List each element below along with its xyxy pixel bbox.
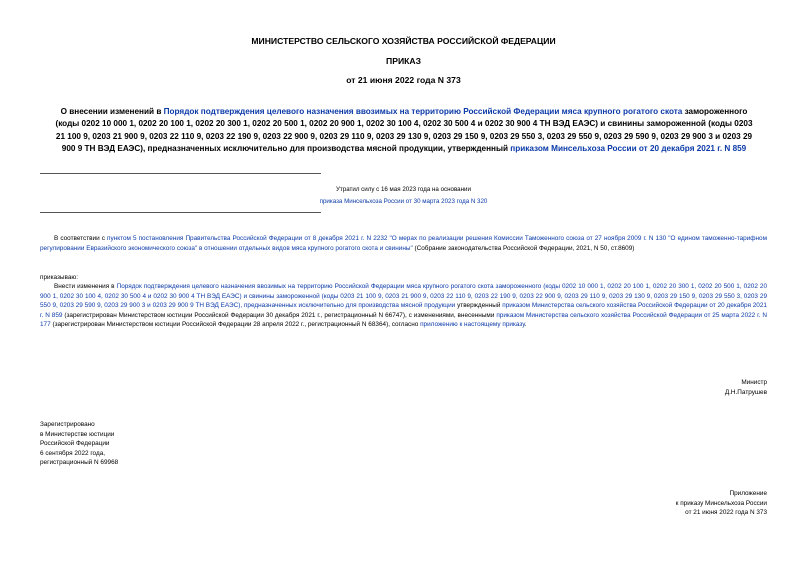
preamble-paragraph: В соответствии с пунктом 5 постановления Правительства Российской Федерации от 8 декабря 2021 г. N 2232 "О мерах по реализации решения Комиссии Таможенного союза от 27 ноября 2009 г. N 130 "О едином таможенно-тарифном регулировании Евразийского экономического союза" в отношении отдельных видов мяса крупного рогатого скота и свинины" (Собрание законодательства Российской Федерации, 2021, N 50, ст.8609) <box>40 235 767 252</box>
bottom-divider <box>40 212 321 213</box>
appendix-link[interactable]: приложению к настоящему приказу <box>420 321 525 329</box>
main-order-859-link[interactable]: приказом Министерства сельского хозяйства Российской Федерации от 20 декабря 2021 г. N 859 <box>40 302 767 319</box>
document-date-number: от 21 июня 2022 года N 373 <box>346 75 461 85</box>
lost-force-note: Утратил силу с 16 мая 2023 года на основании приказа Минсельхоза России от 30 марта 2023 года N 320 <box>280 184 527 208</box>
appendix-note: Приложение к приказу Минсельхоза России от 21 июня 2022 года N 373 <box>675 490 767 517</box>
registration-block: Зарегистрировано в Министерстве юстиции Российской Федерации 6 сентября 2022 года, регистрационный N 69968 <box>40 421 119 467</box>
order-word: приказываю: <box>40 274 78 281</box>
title-order-link[interactable]: приказом Минсельхоза России от 20 декабря 2021 г. N 859 <box>510 143 747 153</box>
title-procedure-link[interactable]: Порядок подтверждения целевого назначения ввозимых на территорию Российской Федерации мяса крупного рогатого скота <box>163 107 683 116</box>
top-divider <box>40 173 321 174</box>
lost-force-order-link[interactable]: приказа Минсельхоза России от 30 марта 2023 года N 320 <box>319 198 488 205</box>
main-procedure-link[interactable]: Порядок подтверждения целевого назначения ввозимых на территорию Российской Федерации мяса крупного рогатого скота замороженного (коды 0202 10 000 1, 0202 20 100 1, 0202 20 300 1, 0202 20 500 1, 0202 20 900 1, 0202 30 100 4, 0202 30 500 4 и 0202 30 900 4 ТН ВЭД ЕАЭС) и свинины замороженной (коды 0203 21 100 9, 0203 21 900 9, 0203 22 110 9, 0203 22 190 9, 0203 22 900 9, 0203 29 110 9, 0203 29 130 9, 0203 29 150 9, 0203 29 550 3, 0203 29 550 9, 0203 29 590 9, 0203 29 900 3 и 0203 29 900 9 ТН ВЭД ЕАЭС), предназначенных исключительно для производства мясной продукции <box>40 283 768 310</box>
signature-position: Министр <box>741 379 767 386</box>
preamble-point-link[interactable]: пунктом 5 постановления Правительства Российской Федерации от 8 декабря 2021 г. N 2232 "О мерах по реализации решения Комиссии Таможенного союза от 27 ноября 2009 г. N 130 "О едином таможенно-тарифном регулировании Евразийского экономического союза" в отношении отдельных видов мяса крупного рогатого скота и свинины" <box>40 235 767 252</box>
main-paragraph: Внести изменения в Порядок подтверждения целевого назначения ввозимых на территорию Российской Федерации мяса крупного рогатого скота замороженного (коды 0202 10 000 1, 0202 20 100 1, 0202 20 300 1, 0202 20 500 1, 0202 20 900 1, 0202 30 100 4, 0202 30 500 4 и 0202 30 900 4 ТН ВЭД ЕАЭС) и свинины замороженной (коды 0203 21 100 9, 0203 21 900 9, 0203 22 110 9, 0203 22 190 9, 0203 22 900 9, 0203 29 110 9, 0203 29 130 9, 0203 29 150 9, 0203 29 550 3, 0203 29 550 9, 0203 29 590 9, 0203 29 900 3 и 0203 29 900 9 ТН ВЭД ЕАЭС), предназначенных исключительно для производства мясной продукции утвержденный приказом Министерства сельского хозяйства Российской Федерации от 20 декабря 2021 г. N 859 (зарегистрирован Министерством юстиции Российской Федерации 30 декабря 2021 г., регистрационный N 66747), с изменениями, внесенными приказом Министерства сельского хозяйства Российской Федерации от 25 марта 2022 г. N 177 (зарегистрирован Министерством юстиции Российской Федерации 28 апреля 2022 г., регистрационный N 68364), согласно приложению к настоящему приказу. <box>40 283 768 329</box>
ministry-heading: МИНИСТЕРСТВО СЕЛЬСКОГО ХОЗЯЙСТВА РОССИЙСКОЙ ФЕДЕРАЦИИ <box>251 36 556 46</box>
document-type: ПРИКАЗ <box>386 56 421 66</box>
document-title: О внесении изменений в Порядок подтверждения целевого назначения ввозимых на территорию Российской Федерации мяса крупного рогатого скота замороженного (коды 0202 10 000 1, 0202 20 100 1, 0202 20 300 1, 0202 20 500 1, 0202 20 900 1, 0202 30 100 4, 0202 30 500 4 и 0202 30 900 4 ТН ВЭД ЕАЭС) и свинины замороженной (коды 0203 21 100 9, 0203 21 900 9, 0203 22 110 9, 0203 22 190 9, 0203 22 900 9, 0203 29 110 9, 0203 29 130 9, 0203 29 150 9, 0203 29 550 3, 0203 29 550 9, 0203 29 590 9, 0203 29 900 3 и 0203 29 900 9 ТН ВЭД ЕАЭС), предназначенных исключительно для производства мясной продукции, утвержденный приказом Минсельхоза России от 20 декабря 2021 г. N 859 <box>55 107 753 153</box>
signature-name: Д.Н.Патрушев <box>724 388 767 396</box>
main-order-177-link[interactable]: приказом Министерства сельского хозяйства Российской Федерации от 25 марта 2022 г. N 177 <box>40 311 768 329</box>
signature-block <box>725 378 767 397</box>
